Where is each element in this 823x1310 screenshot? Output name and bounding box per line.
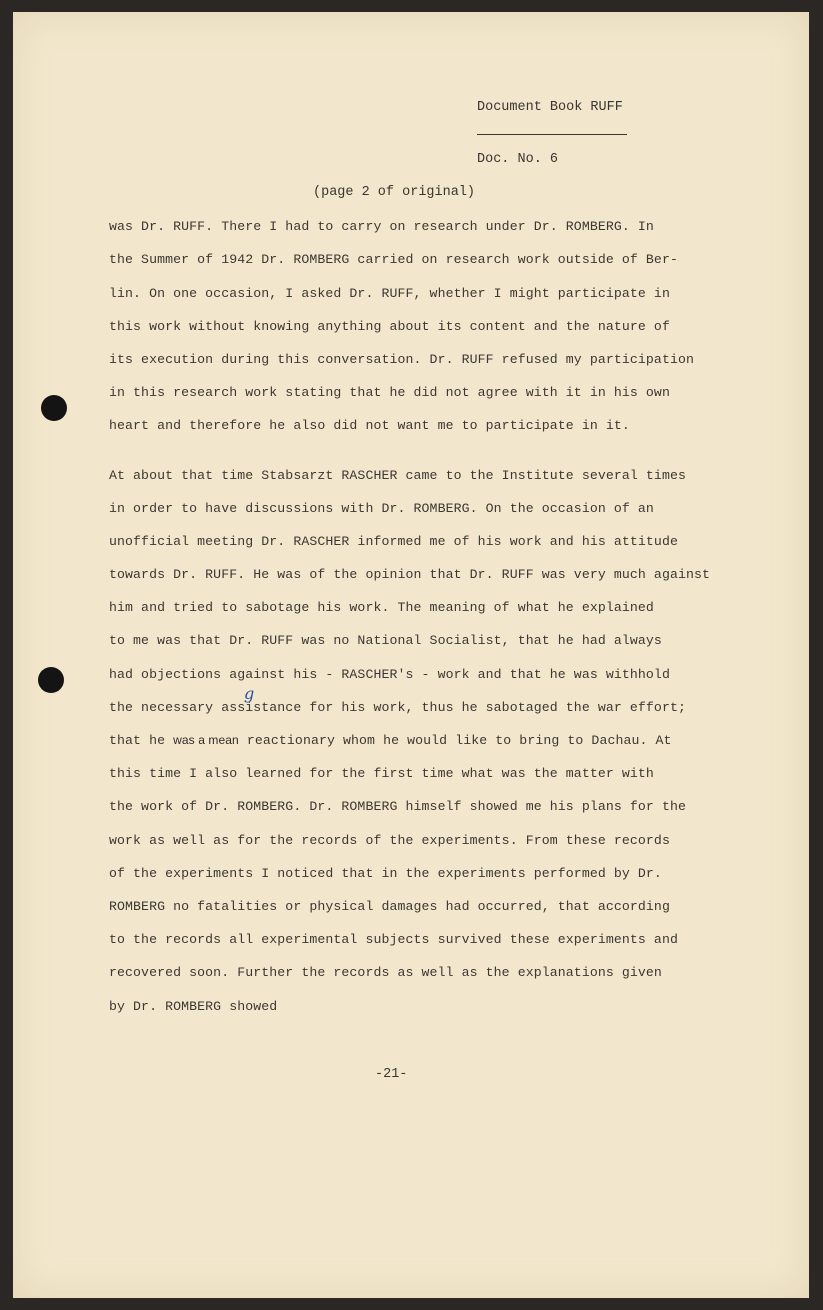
page-of-original-note: (page 2 of original) xyxy=(313,185,476,200)
handwritten-correction-mark: g xyxy=(244,684,255,703)
body-line: had objections against his - RASCHER's - work and that he was withhold xyxy=(109,667,670,682)
document-number: Doc. No. 6 xyxy=(477,152,559,167)
body-line-with-insertion xyxy=(109,733,672,748)
header-underline xyxy=(477,134,627,135)
body-line: towards Dr. RUFF. He was of the opinion that Dr. RUFF was very much against xyxy=(109,567,711,582)
body-line-start: that he xyxy=(109,733,166,748)
body-line: unofficial meeting Dr. RASCHER informed me of his work and his attitude xyxy=(109,534,678,549)
body-line: heart and therefore he also did not want me to participate in it. xyxy=(109,418,630,433)
document-book-title: Document Book RUFF xyxy=(477,100,623,115)
punch-hole-icon xyxy=(38,667,64,693)
body-line-end: reactionary whom he would like to bring to Dachau. At xyxy=(246,733,672,748)
body-line: to the records all experimental subjects survived these experiments and xyxy=(109,932,678,947)
body-line: by Dr. ROMBERG showed xyxy=(109,999,278,1014)
body-line: ROMBERG no fatalities or physical damages had occurred, that according xyxy=(109,899,670,914)
body-line: this work without knowing anything about its content and the nature of xyxy=(109,319,670,334)
body-line: was Dr. RUFF. There I had to carry on research under Dr. ROMBERG. In xyxy=(109,219,654,234)
body-line: to me was that Dr. RUFF was no National Socialist, that he had always xyxy=(109,633,662,648)
body-line: in order to have discussions with Dr. ROMBERG. On the occasion of an xyxy=(109,501,654,516)
body-line: of the experiments I noticed that in the experiments performed by Dr. xyxy=(109,866,662,881)
body-line: him and tried to sabotage his work. The meaning of what he explained xyxy=(109,600,654,615)
body-line: work as well as for the records of the experiments. From these records xyxy=(109,833,670,848)
body-line: lin. On one occasion, I asked Dr. RUFF, whether I might participate in xyxy=(109,286,670,301)
body-line: the work of Dr. ROMBERG. Dr. ROMBERG himself showed me his plans for the xyxy=(109,799,686,814)
body-line: the Summer of 1942 Dr. ROMBERG carried on research work outside of Ber- xyxy=(109,252,678,267)
punch-hole-icon xyxy=(41,395,67,421)
body-line: At about that time Stabsarzt RASCHER came to the Institute several times xyxy=(109,468,686,483)
page-number: -21- xyxy=(375,1067,408,1082)
body-line: recovered soon. Further the records as well as the explanations given xyxy=(109,965,662,980)
handwritten-insertion: was a mean xyxy=(173,733,239,747)
body-line: this time I also learned for the first time what was the matter with xyxy=(109,766,654,781)
body-line: the necessary assistance for his work, thus he sabotaged the war effort; xyxy=(109,700,686,715)
body-line: in this research work stating that he did not agree with it in his own xyxy=(109,385,670,400)
document-page xyxy=(13,12,809,1298)
body-line: its execution during this conversation. Dr. RUFF refused my participation xyxy=(109,352,695,367)
